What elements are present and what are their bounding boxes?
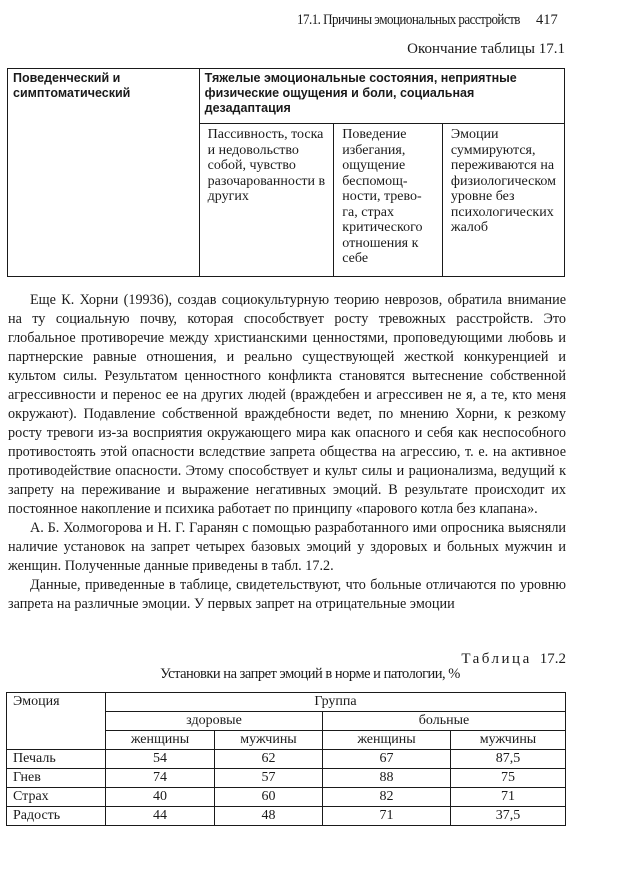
sick-header: больные <box>323 712 566 731</box>
table-cell: Пассивность, тоска и недовольство собой, чувство разочарованности в других <box>199 124 334 277</box>
table-row <box>7 769 566 788</box>
emotion-cell: Радость <box>7 807 106 826</box>
women-header: женщины <box>106 731 215 750</box>
table-17-1 <box>7 68 565 277</box>
value-cell: 40 <box>106 788 215 807</box>
value-cell: 62 <box>215 750 323 769</box>
men-header: мужчины <box>215 731 323 750</box>
table-continuation-label: Окончание таблицы 17.1 <box>407 41 565 57</box>
value-cell: 37,5 <box>451 807 566 826</box>
value-cell: 57 <box>215 769 323 788</box>
value-cell: 82 <box>323 788 451 807</box>
emotion-cell: Печаль <box>7 750 106 769</box>
running-title: 17.1. Причины эмоциональных расстройств <box>297 12 520 28</box>
value-cell: 67 <box>323 750 451 769</box>
table-label-word: Таблица <box>461 651 532 667</box>
group-header: Группа <box>106 693 566 712</box>
group-header: Тяжелые эмоциональные состояния, неприятные физические ощущения и боли, социальная дезадаптация <box>199 69 564 124</box>
emotion-header: Эмоция <box>7 693 106 750</box>
value-cell: 74 <box>106 769 215 788</box>
paragraph: Еще К. Хорни (19936), создав социокультурную теорию неврозов, обратила внимание на ту социальную почву, которая способствует росту тревожных расстройств. Это глобальное противоречие между христианскими ценностями, проповедующими любовь и партнерские равные отношения, и реально существующей жесткой конкуренцией и культом силы. Результатом ценностного конфликта становятся вытеснение собственной агрессивности и перенос ее на других людей (враждебен и агрессивен не я, а те, кто меня окружают). Подавление собственной враждебности ведет, по мнению Хорни, к резкому росту тревоги из-за восприятия окружающего мира как опасного и себя как неспособного противостоять этой опасности вследствие запрета общества на агрессию, т. е. на активное противодействие опасности. Этому способствует и культ силы и рационализма, ведущий к запрету на переживание и выражение негативных эмоций. В результате происходит их постоянное накопление и психика работает по принципу «парового котла без клапана». <box>8 292 566 517</box>
men-header: мужчины <box>451 731 566 750</box>
emotion-cell: Гнев <box>7 769 106 788</box>
value-cell: 44 <box>106 807 215 826</box>
value-cell: 71 <box>451 788 566 807</box>
row-label: Поведенческий и симптоматический <box>8 69 200 277</box>
table-row <box>7 788 566 807</box>
value-cell: 71 <box>323 807 451 826</box>
women-header: женщины <box>323 731 451 750</box>
table-row <box>7 750 566 769</box>
value-cell: 88 <box>323 769 451 788</box>
table-cell: Эмоции суммируются, переживаются на физиологическом уровне без психологических жалоб <box>442 124 564 277</box>
body-text <box>8 291 566 614</box>
table-row <box>7 807 566 826</box>
value-cell: 87,5 <box>451 750 566 769</box>
healthy-header: здоровые <box>106 712 323 731</box>
table-caption: Установки на запрет эмоций в норме и патологии, % <box>160 666 460 682</box>
paragraph: Данные, приведенные в таблице, свидетельствуют, что больные отличаются по уровню запрета на различные эмоции. У первых запрет на отрицательные эмоции <box>8 577 566 612</box>
emotion-cell: Страх <box>7 788 106 807</box>
table-17-2 <box>6 692 566 826</box>
paragraph: А. Б. Холмогорова и Н. Г. Гаранян с помощью разработанного ими опросника выясняли наличие установок на запрет четырех базовых эмоций у здоровых и больных мужчин и женщин. Полученные данные приведены в табл. 17.2. <box>8 520 566 574</box>
value-cell: 48 <box>215 807 323 826</box>
table-cell: Поведение избегания, ощущение беспомощ-ности, трево-га, страх критического отношения к себе <box>334 124 443 277</box>
table-number: 17.2 <box>539 651 566 667</box>
value-cell: 75 <box>451 769 566 788</box>
running-head <box>0 12 620 34</box>
value-cell: 54 <box>106 750 215 769</box>
value-cell: 60 <box>215 788 323 807</box>
page-number: 417 <box>536 12 558 28</box>
